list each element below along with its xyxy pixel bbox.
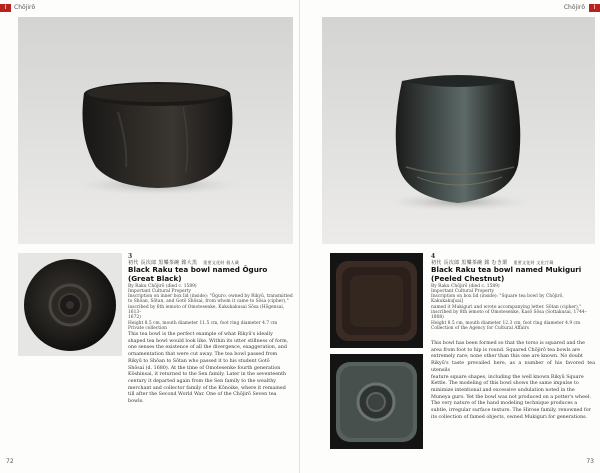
bowl-interior-icon: [330, 253, 423, 348]
running-head: Chōjirō: [563, 4, 585, 11]
right-page: [300, 0, 600, 473]
entry-meta: By Raku Chōjirō (died c. 1589) Important Cultural Property Inscription on inner box lid (inside): "Ōguro, owned by Rikyū, transmitted to Shōan, Sōtan, and Gotō Shōsai, from whom it came to Sōsa (cipher)," inscribed by 6th iemoto of Omotesenke, Kakukakusai Sōsa (Hōgensai, 1613– 1672) Height 8.5 cm, mouth diameter 11.5 cm, foot ring diameter 4.7 cm Private collection: [128, 283, 293, 331]
tea-bowl-mukiguri-icon: [322, 17, 595, 244]
bowl-foot-photo-mukiguri: [330, 354, 423, 449]
folio-left: 72: [6, 458, 14, 465]
body-text-4: This bowl has been formed so that the torso is squared and the area from foot to hip is round. Squared Chōjirō tea bowls are extremely rare; none other than this one are known. No doubt Rikyū's taste prevailed here, as a number of his favored tea utensils feature square shapes, including the well known Rikyū Square Kettle. The modeling of this bowl shows the same impulse to minimize intentional and excessive undulation noted in the Muneya guro. Yet the bowl was not produced on a potter's wheel. The very nature of the hand modeling technique produces a subtle, irregular surface texture. The Hirose family, renowned for its collection of famed objects, owned Mukiguri for generations.: [431, 341, 595, 420]
section-tab: I: [589, 4, 600, 12]
bowl-foot-square-icon: [330, 354, 423, 449]
entry-subtitle: (Peeled Chestnut): [431, 274, 505, 283]
entry-number: 3: [128, 253, 133, 260]
entry-title: Black Raku tea bowl named Ōguro (Great Black): [128, 265, 268, 283]
japanese-title: 初代 長次郎 黒樂茶碗 銘大黒 重要文化財 個人蔵: [128, 259, 240, 266]
tea-bowl-photo-mukiguri: [322, 17, 595, 244]
japanese-title: 初代 長次郎 黒樂茶碗 銘 むき栗 重要文化財 文化庁蔵: [431, 259, 554, 266]
entry-title: Black Raku tea bowl named Mukiguri: [431, 265, 582, 275]
caption-block-4: [431, 254, 595, 331]
entry-meta: By Raku Chōjirō (died c. 1589) Important Cultural Property Inscription on box lid (inside): "Square tea bowl by Chōjirō, Kakukaku[sai] named it Mukiguri and wrote accompanying letter. Sōtan (cipher)," inscribed by 8th iemoto of Omotesenke, Kasō Sōsa (Sottakusai, 1744– 1808) Height 8.5 cm, mouth diameter 12.3 cm, foot ring diameter 4.9 cm Collection of the Agency for Cultural Affairs: [431, 283, 587, 331]
bowl-foot-photo-oguro: [18, 253, 122, 356]
bowl-interior-photo-mukiguri: [330, 253, 423, 348]
entry-number: 4: [431, 253, 436, 260]
caption-block-3: [128, 254, 294, 331]
tea-bowl-oguro-icon: [18, 17, 293, 244]
running-head: Chōjirō: [14, 4, 36, 11]
section-tab: I: [0, 4, 11, 12]
tea-bowl-photo-oguro: [18, 17, 293, 244]
bowl-foot-icon: [18, 253, 122, 356]
folio-right: 73: [586, 458, 594, 465]
body-text-3: This tea bowl is the perfect example of what Rikyū's ideally shaped tea bowl would look like. Within its utter stillness of form, one senses the existence of all the divergence, exaggeration, and ornamentation that were cut away. The tea bowl passed from Rikyū to Shōan to Sōtan who passed it to his student Gotō Shōsai (d. 1680). At the time of Omotesenke fourth generation Kōshinsai, it returned to the Sen family. Later in the seventeenth century it departed again from the Sen family to the wealthy merchant and collector family of the Kōnoike, where it remained till after the Second World War. One of the Chōjirō Seven tea bowls.: [128, 332, 289, 405]
